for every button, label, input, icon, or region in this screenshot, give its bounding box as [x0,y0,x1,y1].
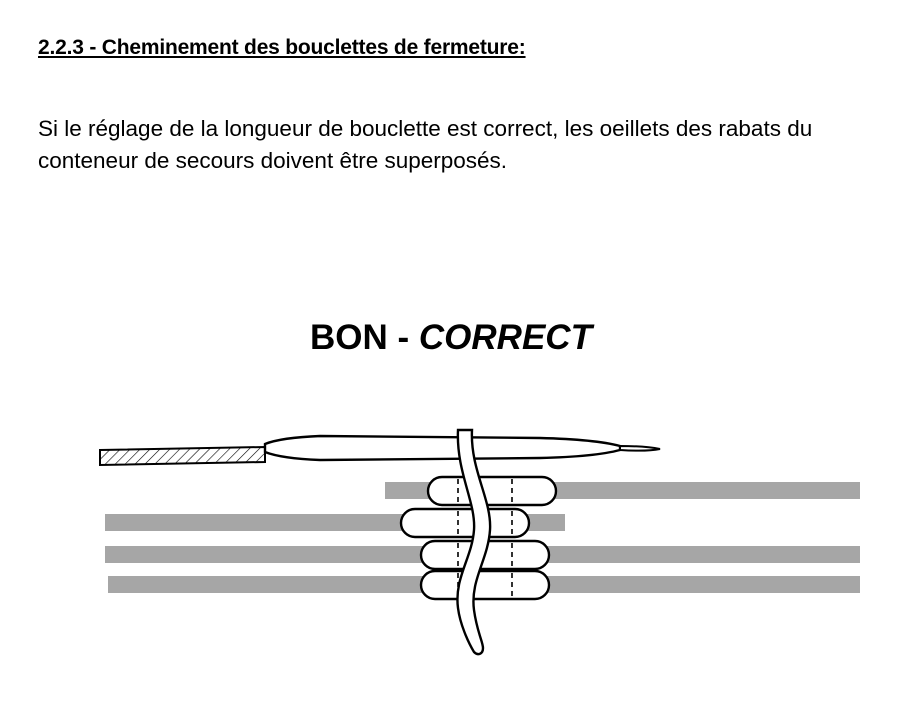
body-paragraph: Si le réglage de la longueur de bouclette est correct, les oeillets des rabats du conteneur de secours doivent être superposés. [38,116,813,173]
verdict-label [0,318,902,358]
grommet-1 [428,477,556,505]
needle-body [265,436,620,460]
verdict-primary-text: BON - [310,318,419,357]
cable-braid [100,447,265,465]
page-title: 2.2.3 - Cheminement des bouclettes de fermeture: [38,36,526,59]
closing-needle-assembly [100,436,660,465]
closure-loop-routing-diagram [60,410,880,680]
grommet-4 [421,571,549,599]
needle-tip [620,446,660,451]
verdict-secondary-text: CORRECT [418,318,592,357]
grommet-2 [401,509,529,537]
